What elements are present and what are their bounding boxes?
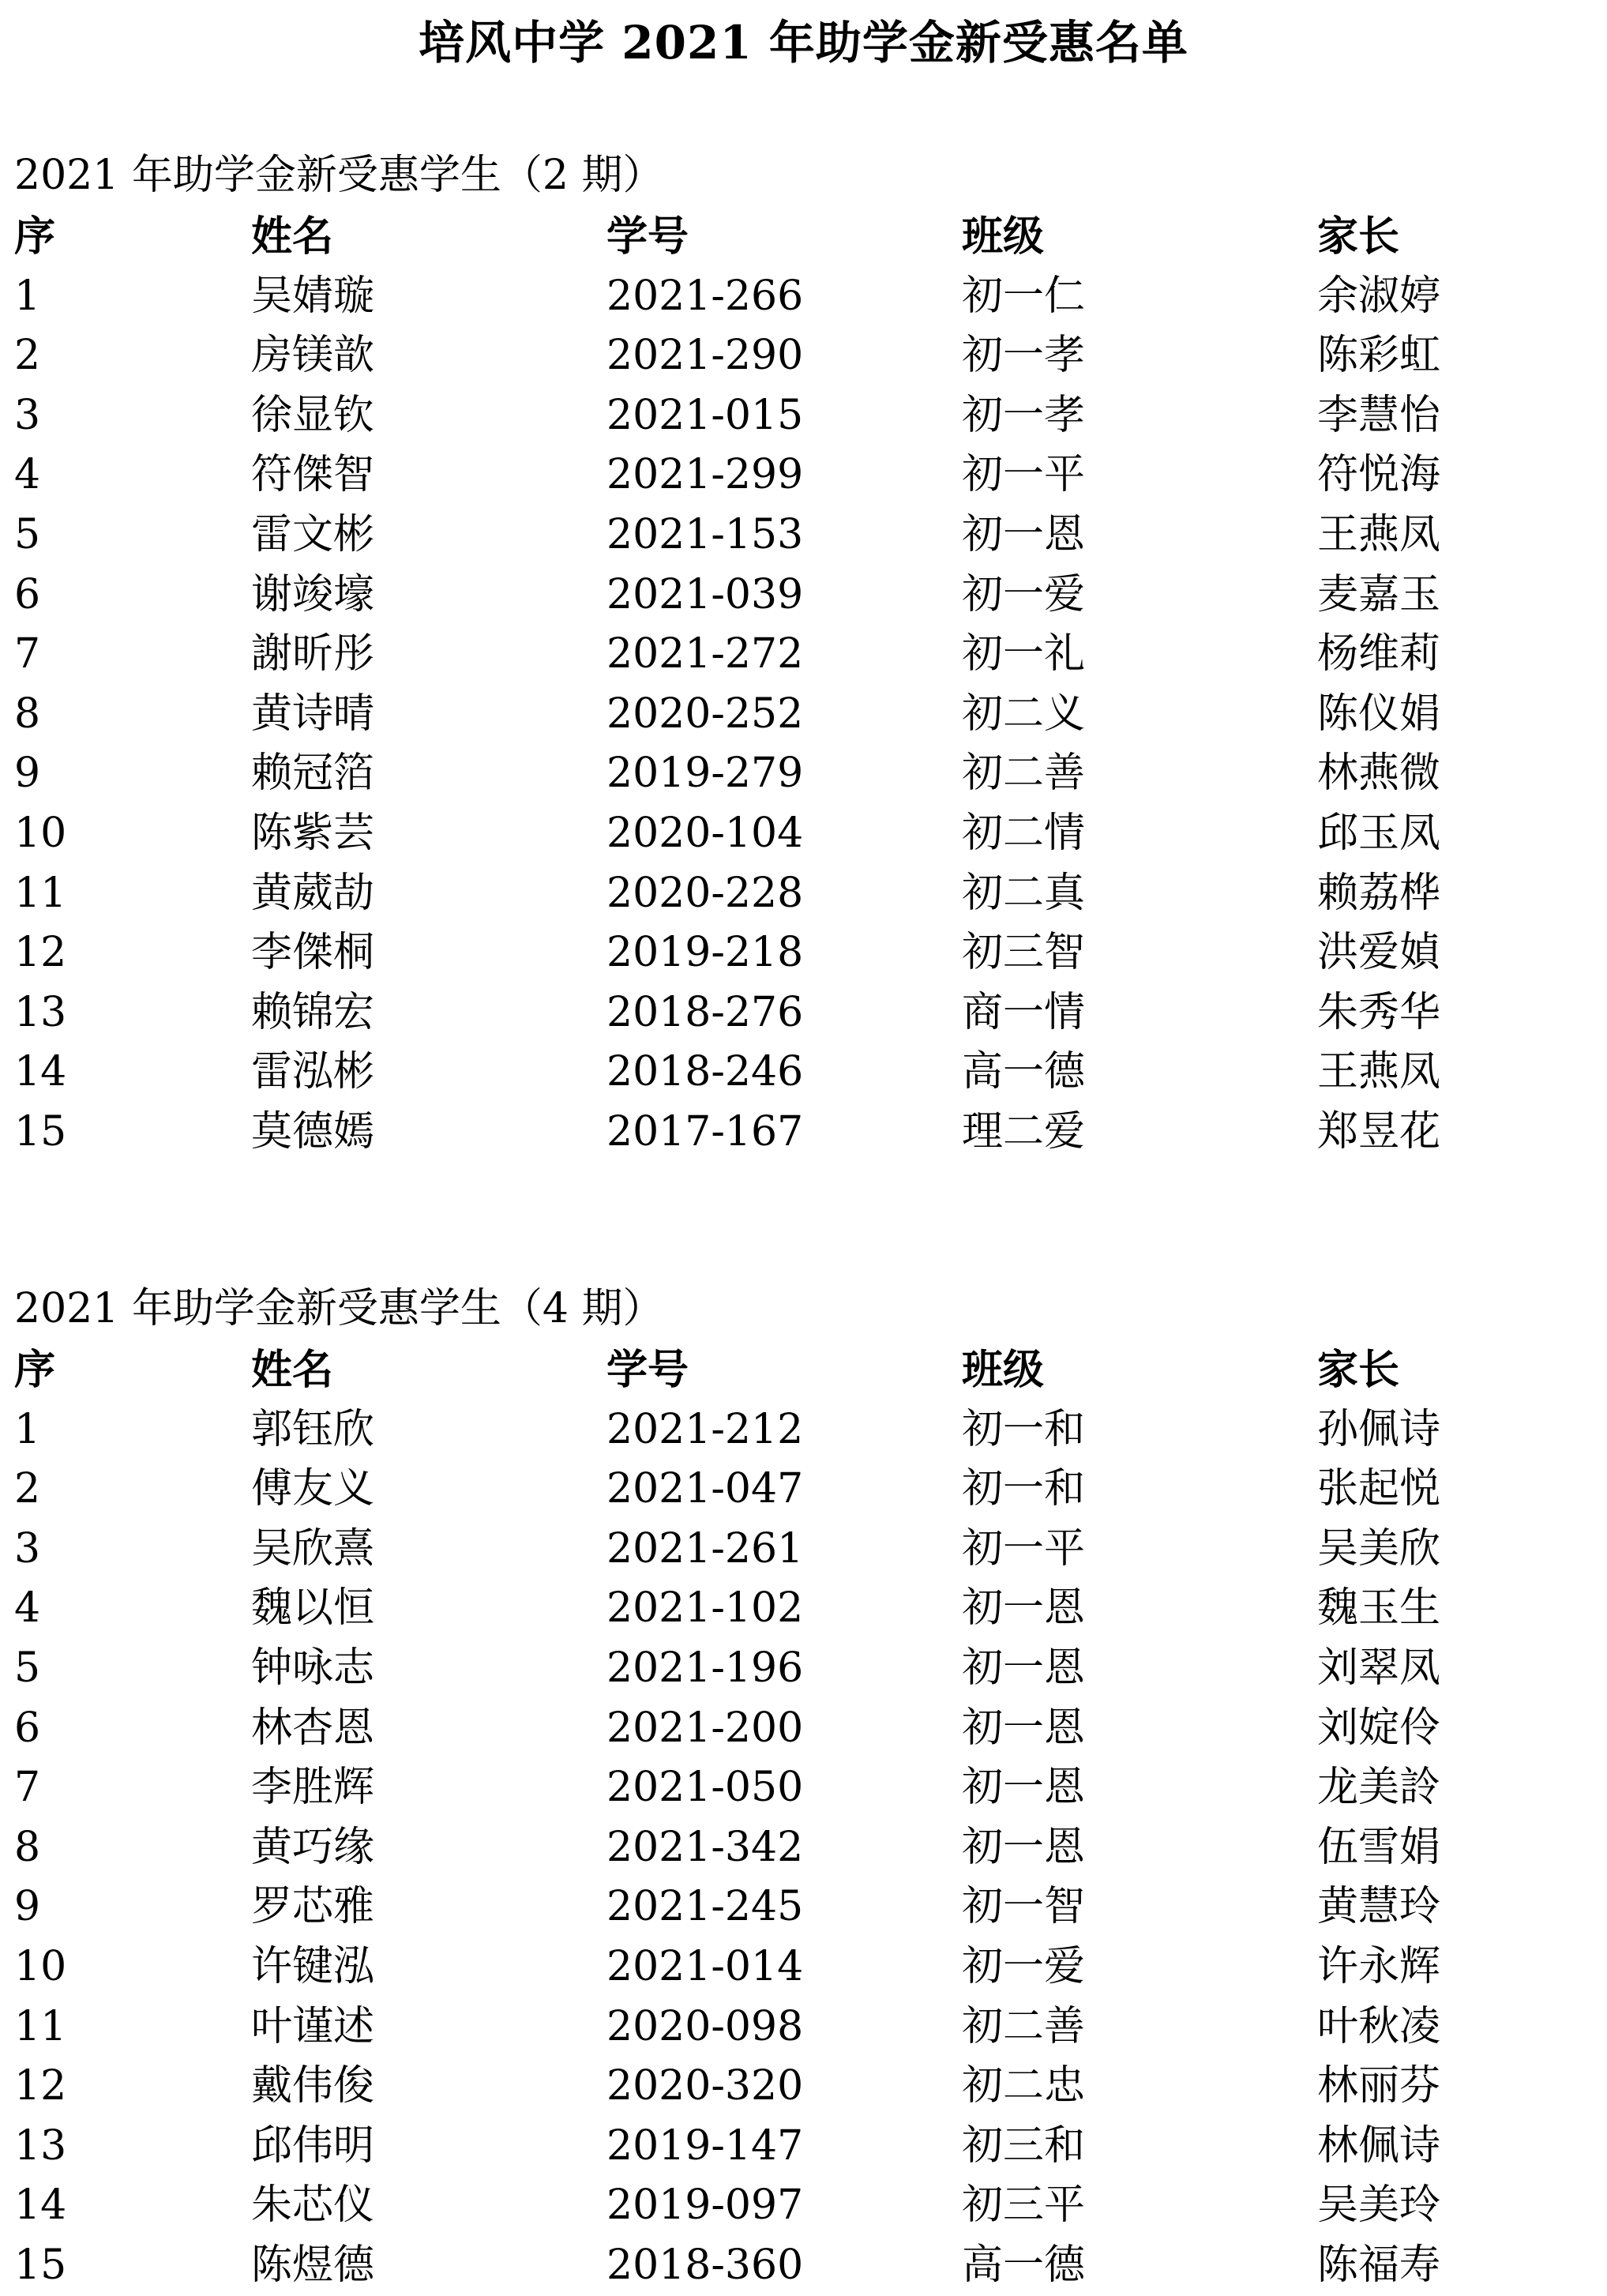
cell-class: 初一恩: [962, 1644, 1086, 1692]
cell-seq: 13: [14, 988, 67, 1036]
column-header-parent: 家长: [1317, 212, 1400, 261]
cell-seq: 15: [14, 1107, 67, 1156]
cell-student-id: 2021-200: [606, 1704, 804, 1752]
cell-parent: 王燕凤: [1317, 510, 1441, 558]
column-header-student-id: 学号: [606, 212, 689, 261]
table-header-row: [14, 207, 1594, 267]
cell-parent: 刘婝伶: [1317, 1704, 1441, 1752]
cell-student-id: 2020-320: [606, 2062, 804, 2110]
table-row: [14, 1043, 1594, 1103]
cell-student-id: 2017-167: [606, 1107, 804, 1156]
cell-class: 初一恩: [962, 1823, 1086, 1871]
cell-student-id: 2020-228: [606, 869, 804, 917]
table-row: [14, 1758, 1594, 1818]
cell-parent: 符悦海: [1317, 451, 1441, 499]
cell-parent: 洪爱媜: [1317, 929, 1441, 977]
cell-class: 初一恩: [962, 1704, 1086, 1752]
cell-parent: 邱玉凤: [1317, 809, 1441, 857]
cell-class: 初一爱: [962, 1942, 1086, 1990]
cell-seq: 4: [14, 451, 41, 499]
table-row: [14, 1877, 1594, 1937]
cell-student-id: 2021-245: [606, 1883, 804, 1931]
cell-class: 理二爱: [962, 1107, 1086, 1156]
cell-parent: 郑昱花: [1317, 1107, 1441, 1156]
cell-student-name: 叶谨述: [251, 2002, 375, 2050]
cell-parent: 余淑婷: [1317, 272, 1441, 320]
table-row: [14, 2117, 1594, 2177]
cell-parent: 吴美玲: [1317, 2181, 1441, 2230]
table-row: [14, 1997, 1594, 2057]
cell-student-id: 2019-147: [606, 2121, 804, 2170]
cell-parent: 林佩诗: [1317, 2121, 1441, 2170]
table-row: [14, 983, 1594, 1043]
table-row: [14, 1699, 1594, 1759]
section-heading: 2021 年助学金新受惠学生（4 期）: [14, 1285, 664, 1332]
cell-seq: 7: [14, 630, 41, 678]
cell-student-id: 2020-252: [606, 690, 804, 738]
table-row: [14, 2176, 1594, 2236]
cell-student-id: 2021-047: [606, 1465, 804, 1513]
table-row: [14, 685, 1594, 745]
cell-student-name: 雷文彬: [251, 510, 375, 558]
column-header-seq: 序: [14, 212, 56, 261]
cell-parent: 李慧怡: [1317, 391, 1441, 439]
cell-parent: 陈彩虹: [1317, 332, 1441, 380]
cell-student-id: 2018-246: [606, 1048, 804, 1096]
cell-student-id: 2021-266: [606, 272, 804, 320]
cell-student-id: 2019-279: [606, 750, 804, 798]
cell-parent: 杨维莉: [1317, 630, 1441, 678]
cell-student-id: 2019-097: [606, 2181, 804, 2230]
table-row: [14, 625, 1594, 685]
cell-class: 初一智: [962, 1883, 1086, 1931]
cell-class: 初一恩: [962, 510, 1086, 558]
cell-seq: 14: [14, 2181, 67, 2230]
table-row: [14, 864, 1594, 924]
cell-class: 商一情: [962, 988, 1086, 1036]
section-issue-4: [14, 1277, 1594, 2296]
cell-parent: 王燕凤: [1317, 1048, 1441, 1096]
cell-seq: 2: [14, 1465, 41, 1513]
cell-seq: 6: [14, 570, 41, 618]
cell-student-name: 魏以恒: [251, 1584, 375, 1633]
table-row: [14, 566, 1594, 626]
cell-class: 初二忠: [962, 2062, 1086, 2110]
cell-class: 高一德: [962, 2241, 1086, 2289]
column-header-class: 班级: [962, 212, 1045, 261]
cell-seq: 9: [14, 750, 41, 798]
cell-seq: 15: [14, 2241, 67, 2289]
table-row: [14, 1460, 1594, 1520]
recipient-table: [14, 207, 1594, 1163]
table-row: [14, 2236, 1594, 2296]
cell-student-name: 钟咏志: [251, 1644, 375, 1692]
cell-seq: 3: [14, 391, 41, 439]
cell-student-id: 2021-039: [606, 570, 804, 618]
cell-seq: 1: [14, 1405, 41, 1453]
cell-student-name: 赖冠箔: [251, 750, 375, 798]
cell-seq: 11: [14, 869, 67, 917]
cell-student-name: 吴婧璇: [251, 272, 375, 320]
cell-student-id: 2021-290: [606, 332, 804, 380]
table-row: [14, 2057, 1594, 2117]
cell-seq: 4: [14, 1584, 41, 1633]
cell-parent: 张起悦: [1317, 1465, 1441, 1513]
table-row: [14, 1937, 1594, 1997]
cell-parent: 陈福寿: [1317, 2241, 1441, 2289]
cell-student-name: 莫德嫣: [251, 1107, 375, 1156]
cell-student-id: 2019-218: [606, 929, 804, 977]
cell-class: 初一恩: [962, 1584, 1086, 1633]
cell-seq: 2: [14, 332, 41, 380]
cell-student-id: 2021-014: [606, 1942, 804, 1990]
cell-student-name: 傅友义: [251, 1465, 375, 1513]
column-header-name: 姓名: [251, 212, 334, 261]
cell-seq: 10: [14, 1942, 67, 1990]
cell-student-name: 林杏恩: [251, 1704, 375, 1752]
cell-class: 初一仁: [962, 272, 1086, 320]
cell-student-name: 谢竣壕: [251, 570, 375, 618]
cell-parent: 龙美詅: [1317, 1764, 1441, 1812]
cell-seq: 14: [14, 1048, 67, 1096]
cell-parent: 林丽芬: [1317, 2062, 1441, 2110]
cell-class: 初三和: [962, 2121, 1086, 2170]
cell-parent: 许永辉: [1317, 1942, 1441, 1990]
cell-student-name: 许键泓: [251, 1942, 375, 1990]
cell-student-name: 徐显钦: [251, 391, 375, 439]
cell-student-id: 2018-360: [606, 2241, 804, 2289]
table-row: [14, 326, 1594, 386]
cell-student-name: 黄葳劼: [251, 869, 375, 917]
cell-student-name: 謝昕彤: [251, 630, 375, 678]
cell-seq: 5: [14, 1644, 41, 1692]
cell-student-id: 2021-342: [606, 1823, 804, 1871]
cell-class: 初一孝: [962, 391, 1086, 439]
cell-student-id: 2021-212: [606, 1405, 804, 1453]
section-issue-2: [14, 144, 1594, 1163]
table-row: [14, 1400, 1594, 1460]
cell-class: 初三智: [962, 929, 1086, 977]
cell-student-name: 雷泓彬: [251, 1048, 375, 1096]
cell-student-name: 符傑智: [251, 451, 375, 499]
cell-student-name: 黄巧缘: [251, 1823, 375, 1871]
column-header-name: 姓名: [251, 1346, 334, 1394]
cell-class: 初二善: [962, 750, 1086, 798]
cell-class: 初一平: [962, 451, 1086, 499]
cell-class: 初一爱: [962, 570, 1086, 618]
cell-parent: 赖荔桦: [1317, 869, 1441, 917]
recipient-table: [14, 1340, 1594, 2296]
cell-seq: 12: [14, 2062, 67, 2110]
cell-student-name: 吴欣熹: [251, 1524, 375, 1573]
column-header-seq: 序: [14, 1346, 56, 1394]
cell-seq: 5: [14, 510, 41, 558]
cell-student-id: 2021-102: [606, 1584, 804, 1633]
cell-parent: 吴美欣: [1317, 1524, 1441, 1573]
cell-seq: 6: [14, 1704, 41, 1752]
cell-class: 初二真: [962, 869, 1086, 917]
column-header-class: 班级: [962, 1346, 1045, 1394]
cell-student-name: 戴伟俊: [251, 2062, 375, 2110]
cell-student-name: 李胜辉: [251, 1764, 375, 1812]
table-row: [14, 1520, 1594, 1580]
cell-student-id: 2018-276: [606, 988, 804, 1036]
cell-student-name: 赖锦宏: [251, 988, 375, 1036]
cell-parent: 伍雪娟: [1317, 1823, 1441, 1871]
document-title: 培风中学 2021 年助学金新受惠名单: [419, 16, 1188, 70]
table-row: [14, 1818, 1594, 1878]
table-row: [14, 923, 1594, 983]
cell-class: 初三平: [962, 2181, 1086, 2230]
cell-student-id: 2021-153: [606, 510, 804, 558]
table-row: [14, 744, 1594, 804]
cell-student-name: 陈紫芸: [251, 809, 375, 857]
cell-student-id: 2020-098: [606, 2002, 804, 2050]
cell-parent: 叶秋凌: [1317, 2002, 1441, 2050]
cell-seq: 7: [14, 1764, 41, 1812]
cell-parent: 黄慧玲: [1317, 1883, 1441, 1931]
table-row: [14, 804, 1594, 864]
section-heading: 2021 年助学金新受惠学生（2 期）: [14, 152, 664, 199]
cell-student-name: 邱伟明: [251, 2121, 375, 2170]
cell-parent: 魏玉生: [1317, 1584, 1441, 1633]
table-row: [14, 267, 1594, 327]
cell-student-id: 2021-015: [606, 391, 804, 439]
cell-class: 初二情: [962, 809, 1086, 857]
cell-seq: 11: [14, 2002, 67, 2050]
cell-seq: 8: [14, 690, 41, 738]
cell-student-name: 黄诗晴: [251, 690, 375, 738]
column-header-parent: 家长: [1317, 1346, 1400, 1394]
cell-seq: 8: [14, 1823, 41, 1871]
cell-parent: 刘翠凤: [1317, 1644, 1441, 1692]
cell-parent: 林燕微: [1317, 750, 1441, 798]
cell-class: 高一德: [962, 1048, 1086, 1096]
cell-student-name: 郭钰欣: [251, 1405, 375, 1453]
cell-parent: 朱秀华: [1317, 988, 1441, 1036]
cell-student-id: 2021-261: [606, 1524, 804, 1573]
table-row: [14, 445, 1594, 505]
cell-parent: 孙佩诗: [1317, 1405, 1441, 1453]
column-header-student-id: 学号: [606, 1346, 689, 1394]
cell-student-name: 陈煜德: [251, 2241, 375, 2289]
cell-class: 初一和: [962, 1465, 1086, 1513]
table-row: [14, 1639, 1594, 1699]
cell-student-id: 2021-272: [606, 630, 804, 678]
cell-class: 初一和: [962, 1405, 1086, 1453]
cell-seq: 12: [14, 929, 67, 977]
table-row: [14, 1103, 1594, 1163]
cell-class: 初二善: [962, 2002, 1086, 2050]
cell-seq: 1: [14, 272, 41, 320]
table-row: [14, 386, 1594, 446]
cell-student-name: 朱芯仪: [251, 2181, 375, 2230]
table-row: [14, 505, 1594, 566]
cell-student-name: 李傑桐: [251, 929, 375, 977]
cell-class: 初一恩: [962, 1764, 1086, 1812]
cell-student-name: 房镁歆: [251, 332, 375, 380]
cell-seq: 10: [14, 809, 67, 857]
cell-student-id: 2021-299: [606, 451, 804, 499]
cell-class: 初一平: [962, 1524, 1086, 1573]
cell-class: 初一礼: [962, 630, 1086, 678]
cell-class: 初二义: [962, 690, 1086, 738]
cell-parent: 陈仪娟: [1317, 690, 1441, 738]
cell-seq: 9: [14, 1883, 41, 1931]
cell-parent: 麦嘉玉: [1317, 570, 1441, 618]
cell-student-name: 罗芯雅: [251, 1883, 375, 1931]
cell-student-id: 2021-196: [606, 1644, 804, 1692]
cell-student-id: 2020-104: [606, 809, 804, 857]
table-header-row: [14, 1340, 1594, 1400]
cell-seq: 13: [14, 2121, 67, 2170]
cell-seq: 3: [14, 1524, 41, 1573]
cell-student-id: 2021-050: [606, 1764, 804, 1812]
cell-class: 初一孝: [962, 332, 1086, 380]
table-row: [14, 1579, 1594, 1639]
